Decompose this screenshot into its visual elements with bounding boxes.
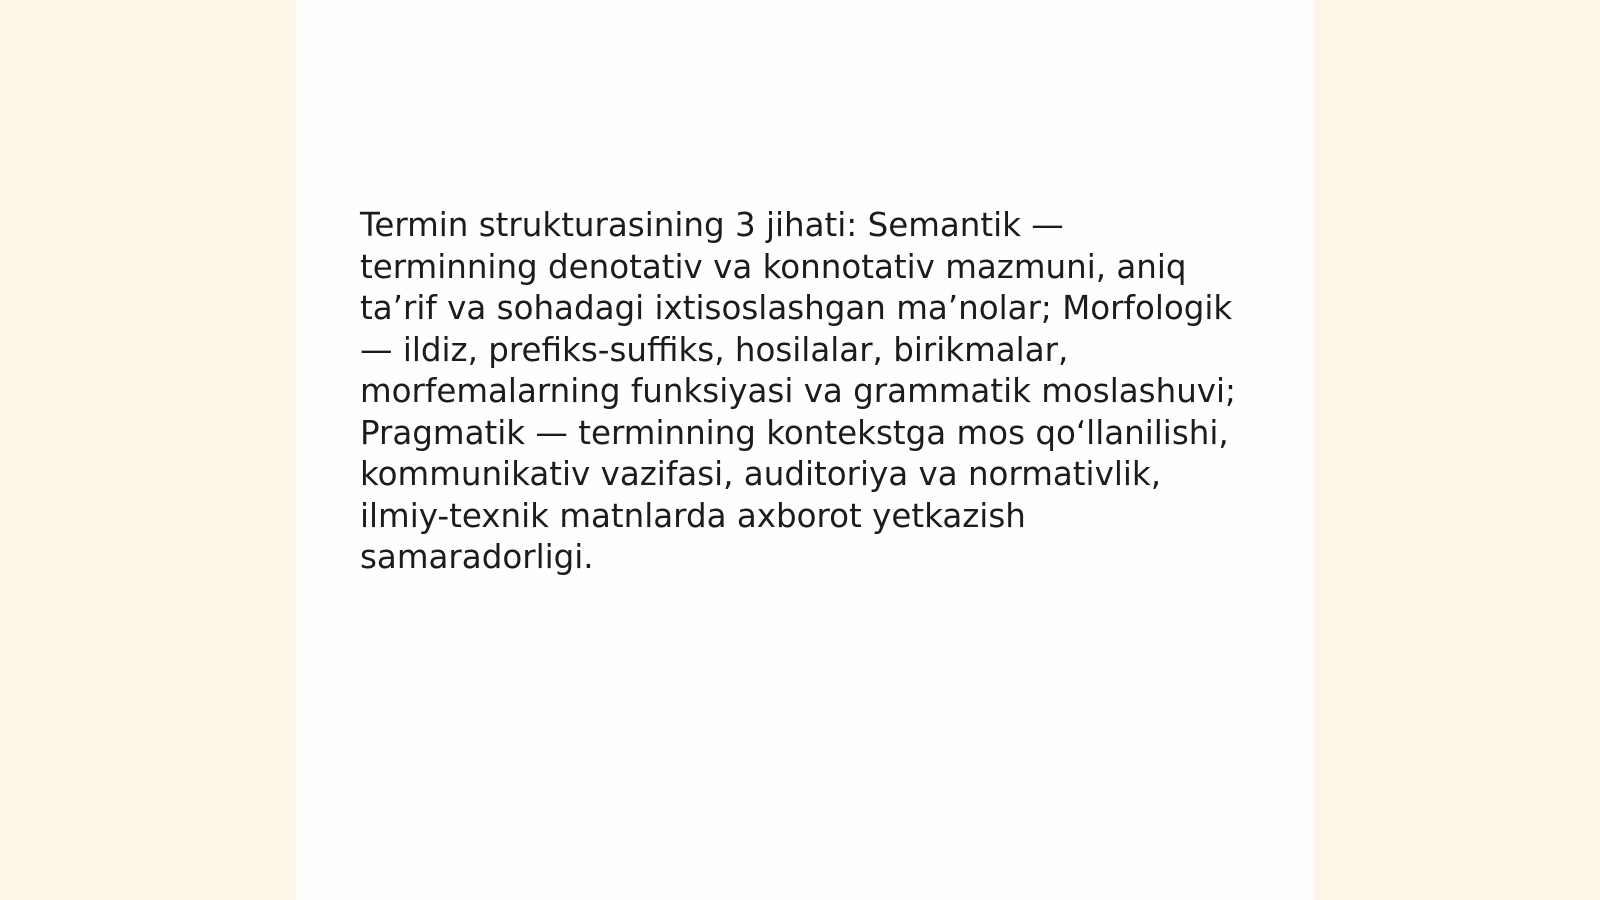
right-margin-background	[1314, 0, 1600, 900]
slide-body-text: Termin strukturasining 3 jihati: Semantik — terminning denotativ va konnotativ mazmuni, aniq ta’rif va sohadagi ixtisoslashgan ma’nolar; Morfologik — ildiz, prefiks-suffiks, hosilalar, birikmalar, morfemalarning funksiyasi va grammatik moslashuvi; Pragmatik — terminning kontekstga mos qo‘llanilishi, kommunikativ vazifasi, auditoriya va normativlik, ilmiy-texnik matnlarda axborot yetkazish samaradorligi.	[360, 206, 1237, 576]
slide-canvas	[296, 0, 1314, 900]
left-margin-background	[0, 0, 296, 900]
